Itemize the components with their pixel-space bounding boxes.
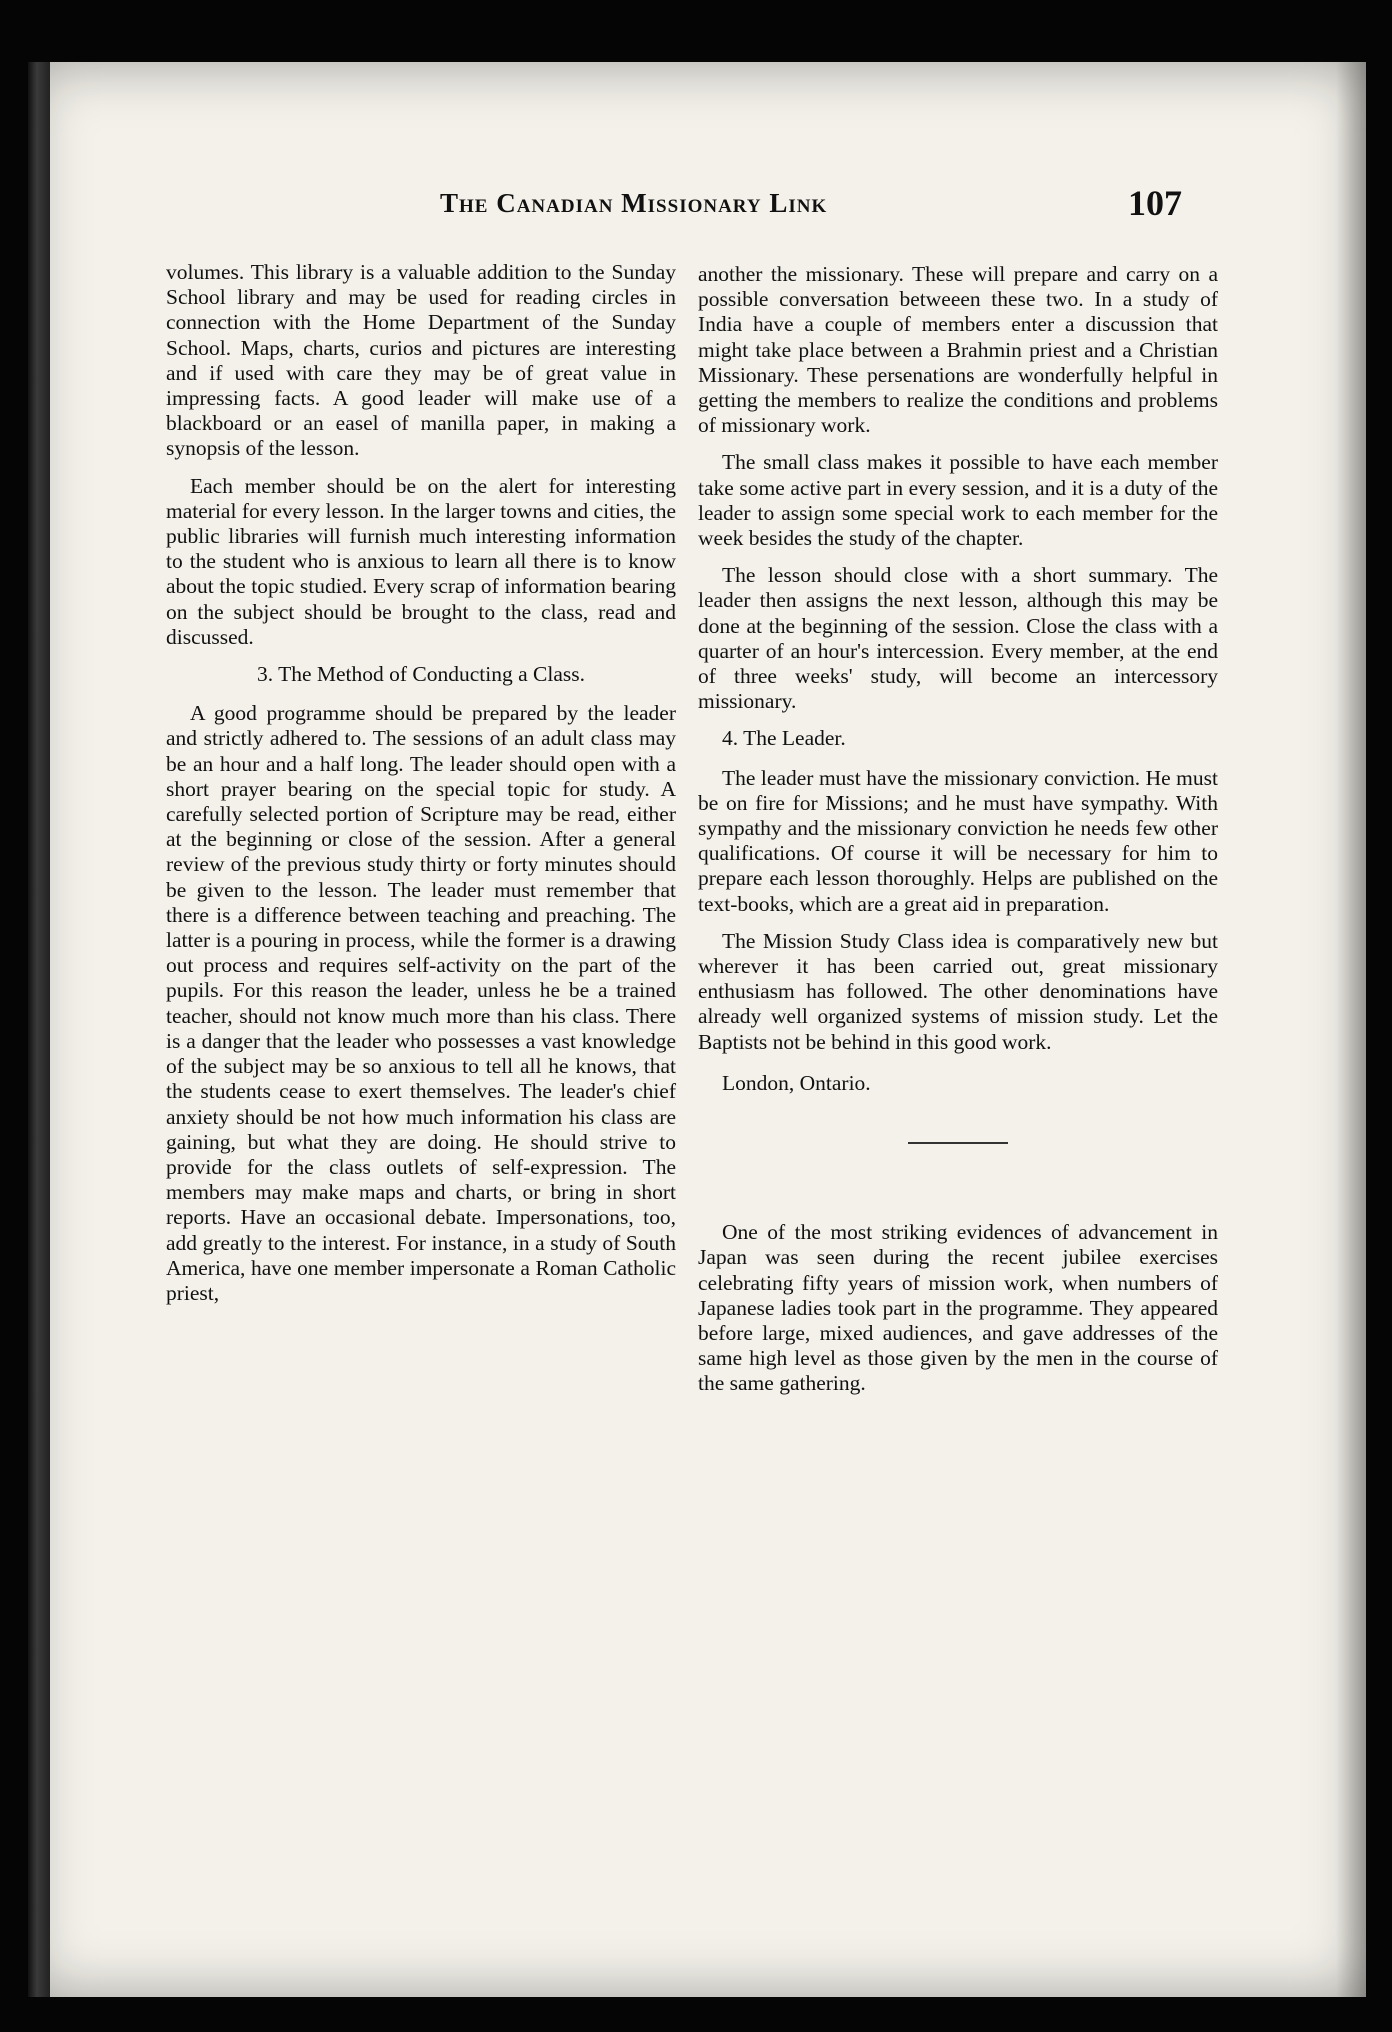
magazine-page [28, 62, 1366, 1997]
paragraph-leader: The leader must have the missionary conviction. He must be on fire for Missions; and he must have sympathy. With sympathy and the missionary conviction he needs few other qualifications. Of course it will be necessary for him to prepare each lesson thoroughly. Helps are published on the text-books, which are a great aid in preparation. [698, 765, 1218, 916]
page-edge-shadow [1336, 62, 1366, 1997]
paragraph-programme: A good programme should be prepared by the leader and strictly adhered to. The sessions of an adult class may be an hour and a half long. The leader should open with a short prayer bearing on the special topic for study. A carefully selected portion of Scripture may be read, either at the beginning or close of the session. After a general review of the previous study thirty or forty minutes should be given to the lesson. The leader must remember that there is a difference between teaching and preaching. The latter is a pouring in process, while the former is a drawing out process and requires self-activity on the part of the pupils. For this reason the leader, unless he be a trained teacher, should not know much more than his class. There is a danger that the leader who possesses a vast knowledge of the subject may be so anxious to tell all he knows, that the students cease to exert themselves. The leader's chief anxiety should be not how much information his class are gaining, but what they are doing. He should strive to provide for the class outlets of self-expression. The members may make maps and charts, or bring in short reports. Have an occasional debate. Impersonations, too, add greatly to the interest. For instance, in a study of South America, have one member impersonate a Roman Catholic priest, [166, 701, 676, 1305]
page-header [28, 182, 1366, 222]
paragraph-lesson-close: The lesson should close with a short summary. The leader then assigns the next lesson, although this may be done at the beginning of the session. Close the class with a quarter of an hour's intercession. Every member, at the end of three weeks' study, will become an intercessory missionary. [698, 563, 1218, 714]
paragraph-impersonation: another the missionary. These will prepare and carry on a possible conversation betweeen these two. In a study of India have a couple of members enter a discussion that might take place between a Brahmin priest and a Christian Missionary. These persenations are wonderfully helpful in getting the members to realize the conditions and problems of missionary work. [698, 262, 1218, 438]
left-column [166, 260, 676, 1318]
page-number: 107 [1128, 183, 1182, 223]
paragraph-mission-study: The Mission Study Class idea is comparatively new but wherever it has been carried out, great missionary enthusiasm has followed. The other denominations have already well organized systems of mission study. Let the Baptists not be behind in this good work. [698, 928, 1218, 1054]
paragraph-small-class: The small class makes it possible to have each member take some active part in every session, and it is a duty of the leader to assign some special work to each member for the week besides the study of the chapter. [698, 450, 1218, 551]
section-divider [908, 1142, 1008, 1144]
section-heading-method: 3. The Method of Conducting a Class. [256, 662, 586, 687]
book-binding-edge [28, 62, 50, 1997]
running-title: The Canadian Missionary Link [440, 188, 828, 218]
section-heading-leader: 4. The Leader. [722, 726, 846, 751]
paragraph-alert-member: Each member should be on the alert for interesting material for every lesson. In the larger towns and cities, the public libraries will furnish much interesting information to the student who is anxious to learn all there is to know about the topic studied. Every scrap of information bearing on the subject should be brought to the class, read and discussed. [166, 473, 676, 649]
paragraph-library: volumes. This library is a valuable addition to the Sunday School library and may be used for reading circles in connection with the Home Department of the Sunday School. Maps, charts, curios and pictures are interesting and if used with care they may be of great value in impressing facts. A good leader will make use of a blackboard or an easel of manilla paper, in making a synopsis of the lesson. [166, 260, 676, 461]
paragraph-japan: One of the most striking evidences of advancement in Japan was seen during the recent jubilee exercises celebrating fifty years of mission work, when numbers of Japanese ladies took part in the programme. They appeared before large, mixed audiences, and gave addresses of the same high level as those given by the men in the course of the same gathering. [698, 1220, 1218, 1396]
right-column [698, 262, 1218, 1409]
signature-location: London, Ontario. [722, 1070, 871, 1095]
